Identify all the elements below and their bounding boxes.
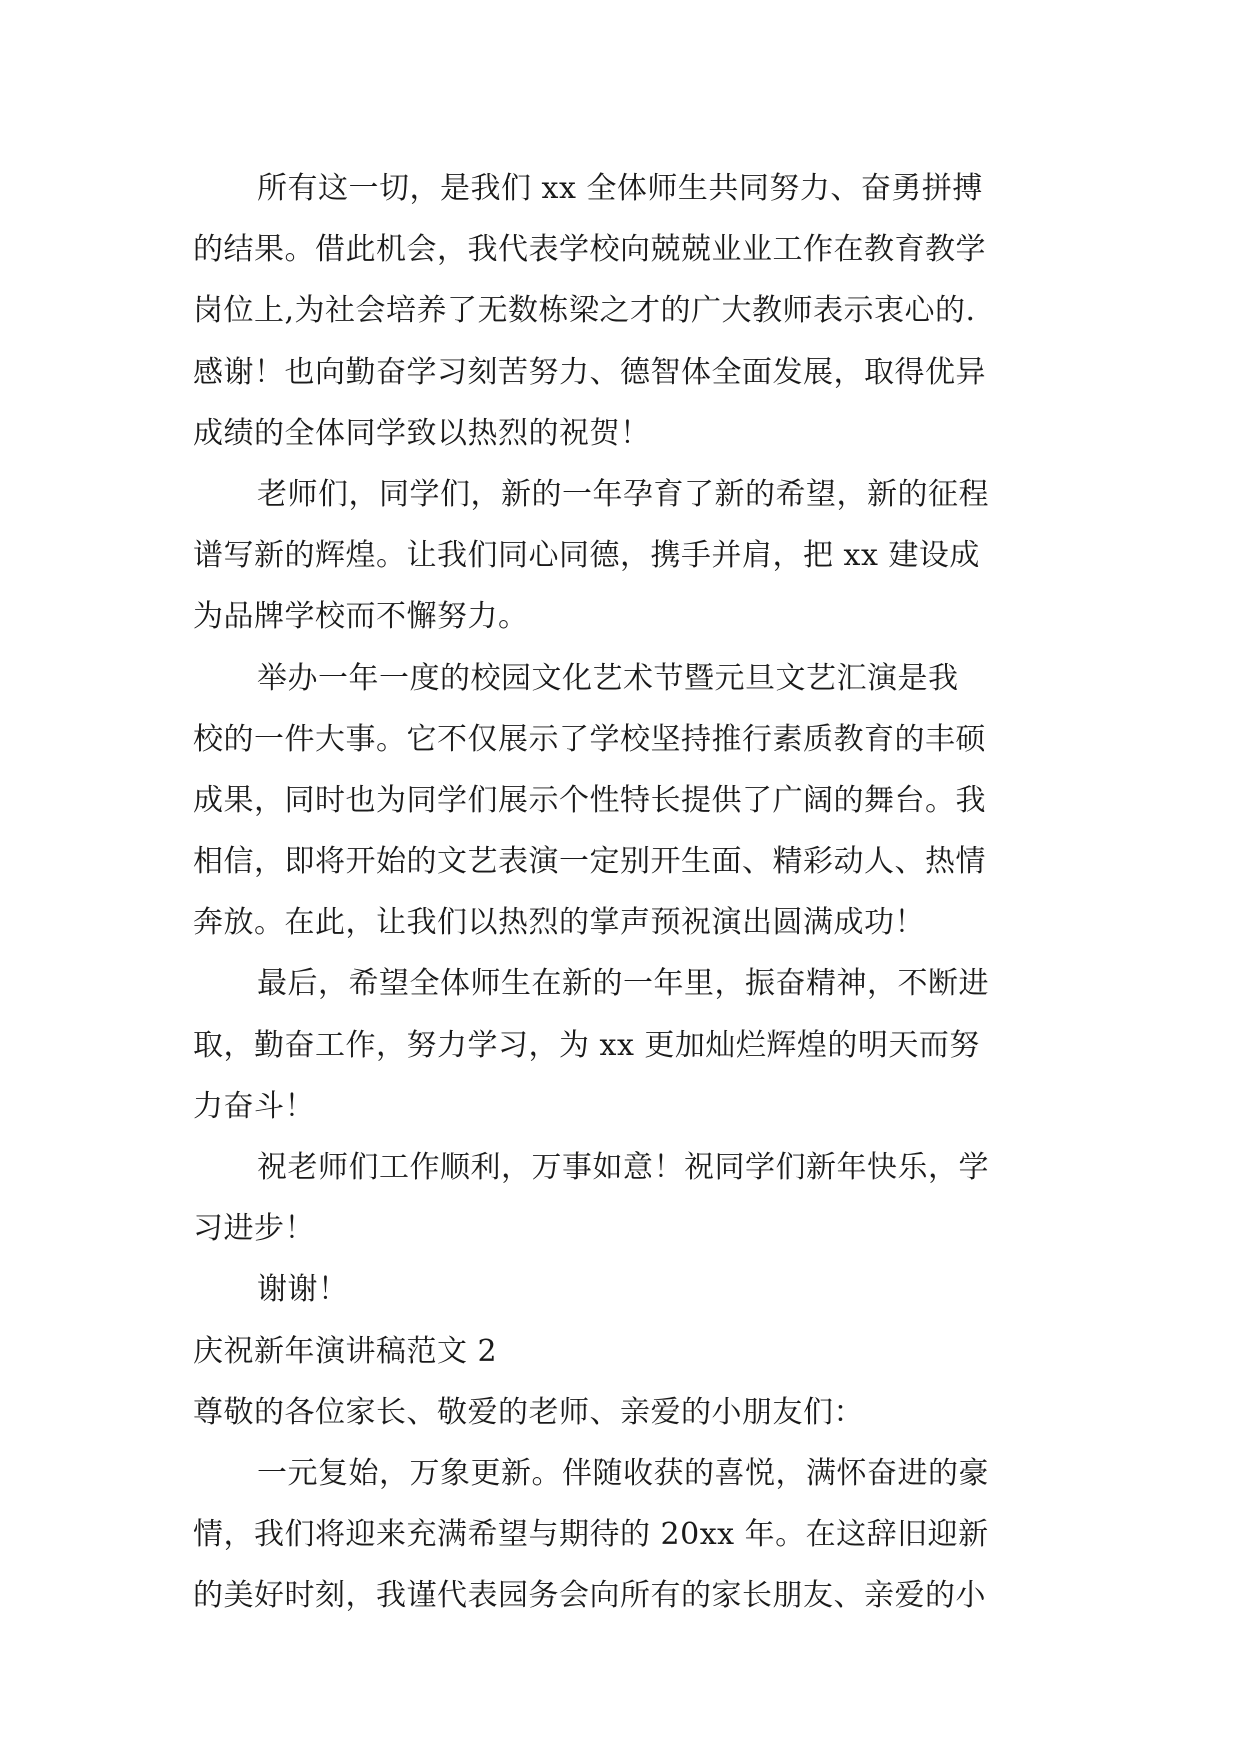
text-line: 为品牌学校而不懈努力。: [193, 599, 529, 635]
text-line: 的美好时刻，我谨代表园务会向所有的家长朋友、亲爱的小: [193, 1578, 986, 1614]
text-line: 岗位上,为社会培养了无数栋梁之才的广大教师表示衷心的.: [193, 293, 976, 329]
text-line: 谱写新的辉煌。让我们同心同德，携手并肩，把 xx 建设成: [193, 538, 980, 574]
text-line: 老师们，同学们，新的一年孕育了新的希望，新的征程: [257, 476, 989, 512]
text-line: 校的一件大事。它不仅展示了学校坚持推行素质教育的丰硕: [193, 721, 986, 757]
text-line: 力奋斗！: [193, 1088, 315, 1124]
text-line: 一元复始，万象更新。伴随收获的喜悦，满怀奋进的豪: [257, 1455, 989, 1491]
text-line: 奔放。在此，让我们以热烈的掌声预祝演出圆满成功！: [193, 905, 925, 941]
text-line: 习进步！: [193, 1211, 315, 1247]
text-line: 祝老师们工作顺利，万事如意！祝同学们新年快乐，学: [257, 1150, 989, 1185]
text-line: 谢谢！: [257, 1272, 349, 1308]
text-line: 取，勤奋工作，努力学习，为 xx 更加灿烂辉煌的明天而努: [193, 1027, 980, 1063]
text-line: 庆祝新年演讲稿范文 2: [193, 1333, 498, 1369]
text-line: 成果，同时也为同学们展示个性特长提供了广阔的舞台。我: [193, 782, 986, 818]
text-line: 所有这一切，是我们 xx 全体师生共同努力、奋勇拼搏: [257, 171, 983, 206]
text-line: 情，我们将迎来充满希望与期待的 20xx 年。在这辞旧迎新: [193, 1517, 989, 1553]
text-line: 的结果。借此机会，我代表学校向兢兢业业工作在教育教学: [193, 232, 986, 268]
text-line: 最后，希望全体师生在新的一年里，振奋精神，不断进: [257, 966, 989, 1002]
document-body: [193, 158, 1049, 1627]
text-line: 感谢！也向勤奋学习刻苦努力、德智体全面发展，取得优异: [193, 354, 986, 390]
text-line: 成绩的全体同学致以热烈的祝贺！: [193, 415, 651, 451]
text-line: 尊敬的各位家长、敬爱的老师、亲爱的小朋友们：: [193, 1394, 864, 1430]
text-line: 相信，即将开始的文艺表演一定别开生面、精彩动人、热情: [193, 844, 986, 880]
text-line: 举办一年一度的校园文化艺术节暨元旦文艺汇演是我: [257, 660, 959, 696]
